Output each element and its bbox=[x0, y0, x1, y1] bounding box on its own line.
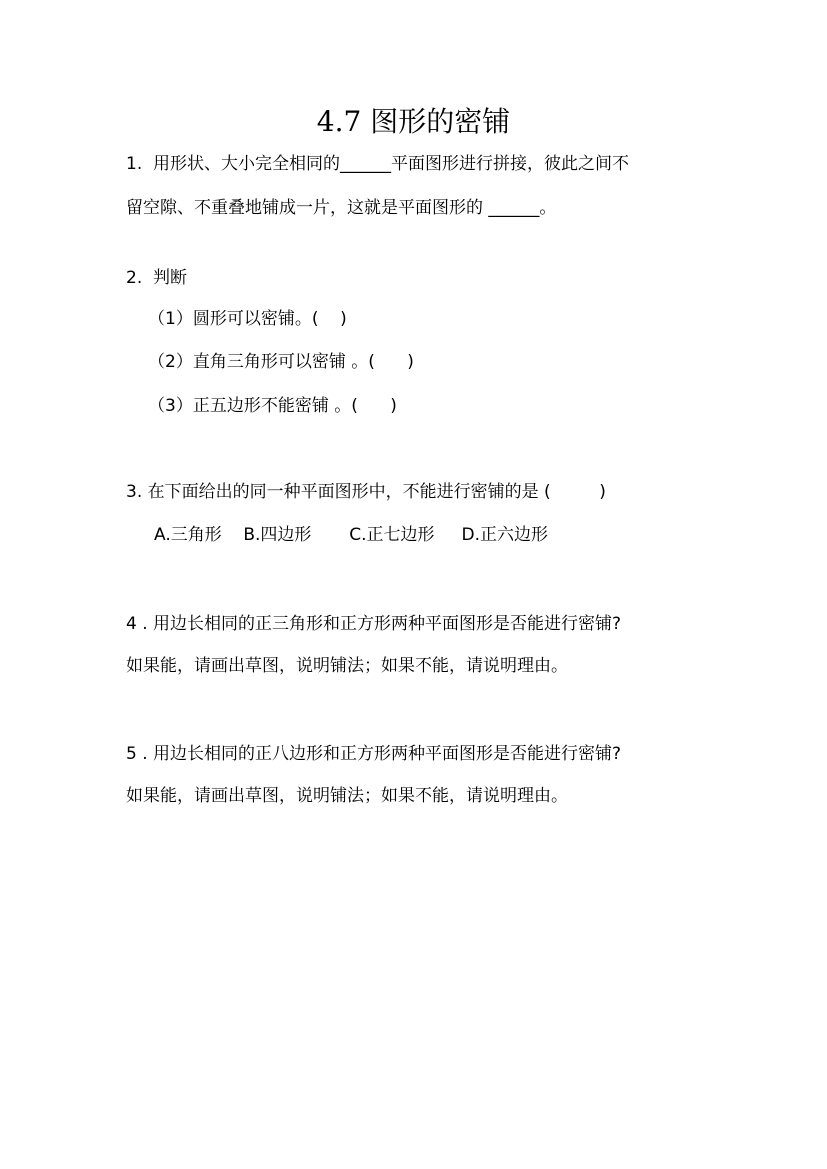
question-4-line-2: 如果能，请画出草图，说明铺法；如果不能，请说明理由。 bbox=[126, 656, 568, 676]
question-2-item-2: （2）直角三角形可以密铺 。( ) bbox=[148, 352, 414, 372]
question-4-line-1: 4 . 用边长相同的正三角形和正方形两种平面图形是否能进行密铺? bbox=[126, 614, 622, 634]
question-1-line-2: 留空隙、不重叠地铺成一片，这就是平面图形的 ______。 bbox=[126, 198, 557, 218]
page-title: 4.7 图形的密铺 bbox=[316, 105, 511, 138]
question-3-options: A.三角形 B.四边形 C.正七边形 D.正六边形 bbox=[154, 525, 549, 545]
question-2-item-1: （1）圆形可以密铺。( ) bbox=[148, 309, 347, 329]
question-2-item-3: （3）正五边形不能密铺 。( ) bbox=[148, 396, 397, 416]
question-3-stem: 3. 在下面给出的同一种平面图形中，不能进行密铺的是 ( ) bbox=[126, 482, 606, 502]
question-1-line-1: 1. 用形状、大小完全相同的______平面图形进行拼接，彼此之间不 bbox=[126, 154, 630, 174]
question-5-line-1: 5 . 用边长相同的正八边形和正方形两种平面图形是否能进行密铺? bbox=[126, 744, 622, 764]
question-5-line-2: 如果能，请画出草图，说明铺法；如果不能，请说明理由。 bbox=[126, 786, 568, 806]
question-2-heading: 2. 判断 bbox=[126, 268, 188, 288]
